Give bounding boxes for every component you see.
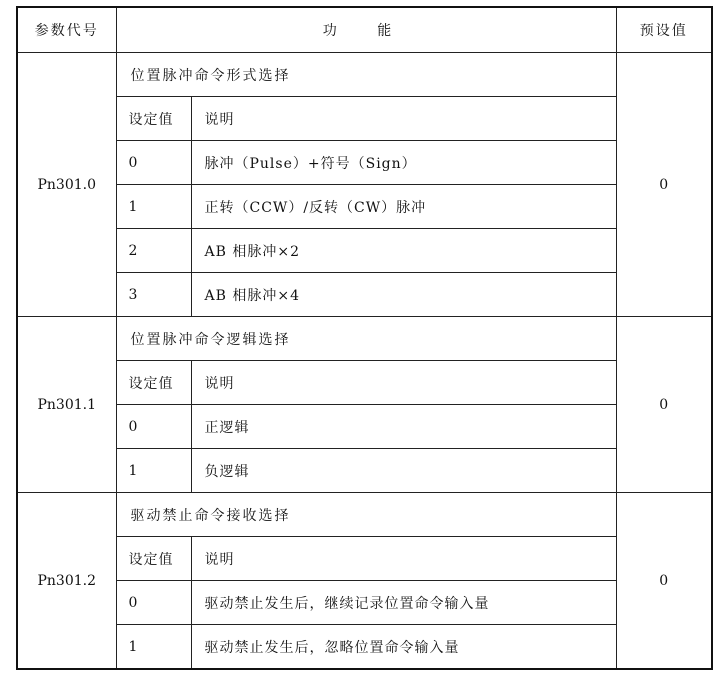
- sub-header-desc: 说明: [191, 361, 616, 405]
- param-title: 位置脉冲命令形式选择: [116, 53, 616, 97]
- param-code: Pn301.2: [17, 493, 116, 670]
- sub-header-desc: 说明: [191, 97, 616, 141]
- setting-description: AB 相脉冲×2: [191, 229, 616, 273]
- header-function: 功 能: [116, 7, 616, 53]
- header-param-code: 参数代号: [17, 7, 116, 53]
- table-header-row: [17, 7, 712, 53]
- setting-description: 驱动禁止发生后，继续记录位置命令输入量: [191, 581, 616, 625]
- setting-value: 0: [116, 405, 191, 449]
- table-row: [17, 581, 712, 625]
- setting-value: 1: [116, 449, 191, 493]
- table-row: [17, 625, 712, 670]
- table-row: [17, 273, 712, 317]
- table-row: [17, 537, 712, 581]
- sub-header-desc: 说明: [191, 537, 616, 581]
- setting-description: AB 相脉冲×4: [191, 273, 616, 317]
- setting-value: 0: [116, 141, 191, 185]
- table-row: [17, 185, 712, 229]
- table-row: [17, 229, 712, 273]
- setting-value: 1: [116, 625, 191, 670]
- param-code: Pn301.0: [17, 53, 116, 317]
- table-row: [17, 97, 712, 141]
- table-row: [17, 405, 712, 449]
- parameter-table: [16, 6, 713, 670]
- table-row: [17, 317, 712, 361]
- table-row: [17, 141, 712, 185]
- table-row: [17, 361, 712, 405]
- sub-header-set: 设定值: [116, 97, 191, 141]
- setting-description: 正转（CCW）/反转（CW）脉冲: [191, 185, 616, 229]
- table-row: [17, 449, 712, 493]
- param-code: Pn301.1: [17, 317, 116, 493]
- sub-header-set: 设定值: [116, 361, 191, 405]
- setting-value: 3: [116, 273, 191, 317]
- default-value: 0: [616, 317, 712, 493]
- param-title: 位置脉冲命令逻辑选择: [116, 317, 616, 361]
- default-value: 0: [616, 493, 712, 670]
- setting-description: 驱动禁止发生后，忽略位置命令输入量: [191, 625, 616, 670]
- table-row: [17, 493, 712, 537]
- setting-description: 负逻辑: [191, 449, 616, 493]
- sub-header-set: 设定值: [116, 537, 191, 581]
- table-row: [17, 53, 712, 97]
- setting-value: 1: [116, 185, 191, 229]
- default-value: 0: [616, 53, 712, 317]
- setting-description: 正逻辑: [191, 405, 616, 449]
- setting-description: 脉冲（Pulse）+符号（Sign）: [191, 141, 616, 185]
- param-title: 驱动禁止命令接收选择: [116, 493, 616, 537]
- setting-value: 2: [116, 229, 191, 273]
- header-default-value: 预设值: [616, 7, 712, 53]
- setting-value: 0: [116, 581, 191, 625]
